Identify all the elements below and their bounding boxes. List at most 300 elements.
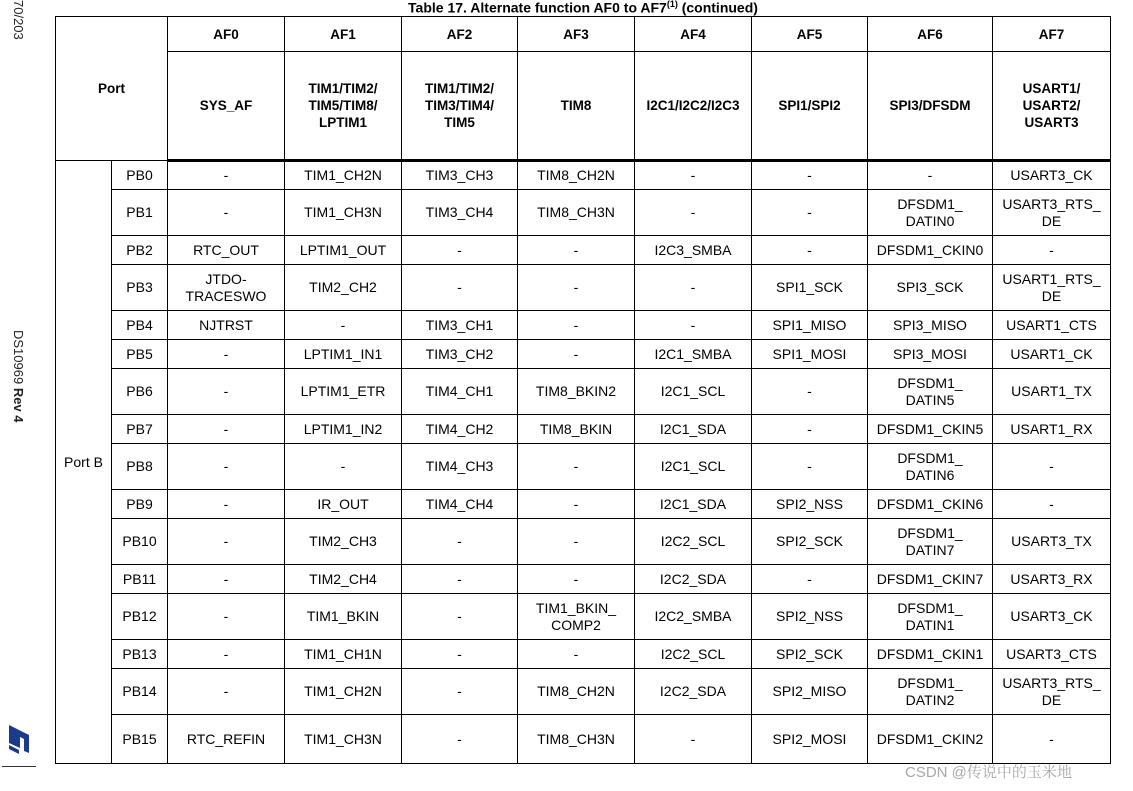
cell-line: TIM1_CH1N <box>304 645 382 662</box>
cell-line: - <box>690 730 696 747</box>
af-cell <box>285 236 402 265</box>
af-cell <box>868 369 993 415</box>
cell-line: - <box>573 533 579 549</box>
af-cell <box>635 236 752 265</box>
cell-line: TIM1/TIM2/ <box>424 81 494 96</box>
svg-text:ST: ST <box>2 712 4 713</box>
af-cell <box>993 490 1111 519</box>
cell-line: TIM8_BKIN <box>539 420 613 437</box>
cell-line: LPTIM1_ETR <box>300 383 386 399</box>
cell-line: USART1_CK <box>1010 345 1093 362</box>
cell-line: - <box>223 570 229 587</box>
af-cell <box>635 669 752 715</box>
cell-line: TIM8 <box>560 98 592 113</box>
af-cell <box>868 265 993 311</box>
pin-cell: PB9 <box>112 490 168 519</box>
cell-line: TIM1_CH2N <box>304 167 382 183</box>
af-cell <box>402 369 518 415</box>
af-header-row <box>56 17 1111 52</box>
cell-line: TIM4_CH3 <box>425 458 494 474</box>
cell-line: USART3_RTS_ <box>1002 195 1101 212</box>
af-cell <box>752 311 868 340</box>
cell-line: I2C1_SDA <box>659 495 727 512</box>
af-cell <box>285 190 402 236</box>
af-cell <box>752 594 868 640</box>
cell-line: TIM1_BKIN_ <box>535 599 617 616</box>
page-reference: 70/203 <box>11 0 26 40</box>
af-cell <box>402 594 518 640</box>
cell-line: DATIN5 <box>905 391 955 408</box>
function-header-row <box>56 52 1111 161</box>
cell-line: USART3_CK <box>1010 608 1093 624</box>
pin-cell: PB14 <box>112 669 168 715</box>
cell-line: - <box>457 533 462 549</box>
af-cell <box>752 415 868 444</box>
cell-line: - <box>457 730 462 747</box>
table-row <box>56 369 1111 415</box>
pin-cell: PB1 <box>112 190 168 236</box>
af-cell <box>285 519 402 565</box>
af-cell <box>752 161 868 190</box>
af-cell <box>168 265 285 311</box>
af-cell <box>402 161 518 190</box>
port-header: Port <box>56 17 168 161</box>
af-cell <box>868 594 993 640</box>
af-cell <box>635 490 752 519</box>
af-cell <box>635 311 752 340</box>
cell-line: - <box>807 167 812 183</box>
cell-line: SPI2_NSS <box>776 608 843 624</box>
cell-line: SPI2_SCK <box>776 533 843 549</box>
cell-line: SPI2_SCK <box>776 645 843 662</box>
af-cell <box>402 236 518 265</box>
function-header <box>168 52 285 161</box>
af-cell <box>868 669 993 715</box>
cell-line: I2C2_SCL <box>660 645 726 662</box>
af-header: AF2 <box>402 17 518 52</box>
cell-line: LPTIM1_IN2 <box>303 420 383 437</box>
cell-line: USART3_TX <box>1011 533 1092 549</box>
af-cell <box>635 594 752 640</box>
af-header: AF4 <box>635 17 752 52</box>
af-cell <box>635 415 752 444</box>
cell-line: - <box>457 683 462 699</box>
table-row <box>56 594 1111 640</box>
cell-line: - <box>457 608 462 624</box>
af-cell <box>402 340 518 369</box>
cell-line: DATIN2 <box>905 691 955 708</box>
af-cell <box>402 640 518 669</box>
af-cell <box>752 265 868 311</box>
pin-cell: PB11 <box>112 565 168 594</box>
af-cell <box>518 311 635 340</box>
af-cell <box>993 369 1111 415</box>
af-cell <box>868 565 993 594</box>
function-header <box>635 52 752 161</box>
pin-cell: PB6 <box>112 369 168 415</box>
cell-line: - <box>340 458 346 474</box>
af-cell <box>285 490 402 519</box>
cell-line: TIM4_CH1 <box>425 383 494 399</box>
af-cell <box>868 311 993 340</box>
function-header <box>752 52 868 161</box>
af-header: AF3 <box>518 17 635 52</box>
cell-line: USART3_RTS_ <box>1002 674 1101 691</box>
cell-line: USART1_RTS_ <box>1002 270 1101 287</box>
af-cell <box>635 190 752 236</box>
cell-line: I2C2_SDA <box>659 570 727 587</box>
af-cell <box>752 444 868 490</box>
port-group-label: Port B <box>56 161 112 764</box>
af-cell <box>168 340 285 369</box>
cell-line: - <box>573 316 579 333</box>
cell-line: TIM2_CH2 <box>309 279 377 295</box>
table-row <box>56 565 1111 594</box>
cell-line: I2C1_SDA <box>659 420 727 437</box>
af-cell <box>518 236 635 265</box>
af-cell <box>402 669 518 715</box>
af-cell <box>752 640 868 669</box>
af-cell <box>518 369 635 415</box>
af-cell <box>168 161 285 190</box>
af-cell <box>518 715 635 764</box>
function-header <box>518 52 635 161</box>
cell-line: SPI2_NSS <box>776 495 843 512</box>
af-cell <box>752 565 868 594</box>
af-cell <box>168 190 285 236</box>
cell-line: TIM4_CH4 <box>425 495 494 512</box>
af-cell <box>168 669 285 715</box>
cell-line: DE <box>1041 212 1062 229</box>
cell-line: - <box>457 241 462 258</box>
af-cell <box>993 640 1111 669</box>
af-cell <box>868 161 993 190</box>
cell-line: - <box>807 420 812 437</box>
cell-line: SPI1_MISO <box>772 316 847 333</box>
cell-line: SPI1/SPI2 <box>778 98 841 113</box>
cell-line: TIM8_CH2N <box>537 683 615 699</box>
af-cell <box>285 594 402 640</box>
cell-line: I2C2_SMBA <box>654 608 732 624</box>
af-cell <box>285 715 402 764</box>
table-row <box>56 490 1111 519</box>
af-cell <box>993 190 1111 236</box>
af-cell <box>402 265 518 311</box>
cell-line: - <box>223 383 229 399</box>
af-cell <box>518 340 635 369</box>
cell-line: USART3 <box>1024 115 1079 130</box>
cell-line: DATIN7 <box>905 541 955 558</box>
cell-line: NJTRST <box>199 316 253 333</box>
cell-line: TIM8_CH3N <box>537 204 615 220</box>
table-caption <box>56 0 1110 14</box>
cell-line: - <box>690 204 696 220</box>
cell-line: - <box>223 167 229 183</box>
af-cell <box>868 444 993 490</box>
cell-line: - <box>223 645 229 662</box>
cell-line: USART3_CK <box>1010 167 1093 183</box>
cell-line: DE <box>1041 691 1062 708</box>
cell-line: - <box>340 316 346 333</box>
af-cell <box>518 565 635 594</box>
cell-line: - <box>1049 495 1054 512</box>
cell-line: - <box>690 279 696 295</box>
af-cell <box>868 340 993 369</box>
cell-line: - <box>223 420 229 437</box>
af-cell <box>518 444 635 490</box>
cell-line: DFSDM1_ <box>897 599 963 616</box>
table-row <box>56 190 1111 236</box>
af-cell <box>285 669 402 715</box>
af-cell <box>635 265 752 311</box>
af-cell <box>168 415 285 444</box>
af-cell <box>868 715 993 764</box>
cell-line: LPTIM1_OUT <box>299 241 387 258</box>
cell-line: RTC_OUT <box>193 241 259 258</box>
af-cell <box>752 715 868 764</box>
af-cell <box>635 565 752 594</box>
table-row <box>56 340 1111 369</box>
af-cell <box>402 565 518 594</box>
cell-line: I2C1_SMBA <box>654 345 732 362</box>
cell-line: DFSDM1_CKIN2 <box>876 730 984 747</box>
cell-line: TIM3_CH2 <box>425 345 494 362</box>
cell-line: USART3_RX <box>1010 570 1093 587</box>
cell-line: DFSDM1_CKIN5 <box>876 420 984 437</box>
cell-line: SYS_AF <box>199 98 253 113</box>
cell-line: - <box>573 345 579 362</box>
cell-line: SPI3_MOSI <box>893 345 967 362</box>
af-cell <box>285 340 402 369</box>
af-cell <box>635 715 752 764</box>
af-cell <box>402 519 518 565</box>
pin-cell: PB3 <box>112 265 168 311</box>
function-header <box>993 52 1111 161</box>
af-cell <box>752 669 868 715</box>
caption-title: Table 17. Alternate function AF0 to AF7 <box>408 0 667 16</box>
cell-line: TIM8_CH2N <box>537 167 615 183</box>
function-header <box>402 52 518 161</box>
af-cell <box>285 565 402 594</box>
cell-line: TIM1_BKIN <box>306 608 380 624</box>
cell-line: - <box>1049 241 1054 258</box>
af-cell <box>402 715 518 764</box>
af-cell <box>993 415 1111 444</box>
cell-line: TIM8_CH3N <box>537 730 615 747</box>
cell-line: DATIN6 <box>905 466 955 483</box>
table-row <box>56 715 1111 764</box>
pin-cell: PB7 <box>112 415 168 444</box>
table-row <box>56 415 1111 444</box>
side-divider <box>2 766 36 767</box>
cell-line: DATIN0 <box>905 212 955 229</box>
af-cell <box>868 519 993 565</box>
cell-line: TIM1_CH2N <box>304 683 382 699</box>
cell-line: TIM8_BKIN2 <box>535 383 617 399</box>
af-cell <box>868 236 993 265</box>
af-cell <box>168 640 285 669</box>
watermark: CSDN @传说中的玉米地 <box>905 764 1072 781</box>
pin-cell: PB12 <box>112 594 168 640</box>
af-cell <box>168 369 285 415</box>
af-cell <box>635 161 752 190</box>
cell-line: TIM1/TIM2/ <box>308 81 378 96</box>
af-cell <box>285 369 402 415</box>
af-cell <box>993 715 1111 764</box>
cell-line: - <box>807 204 812 220</box>
cell-line: USART1/ <box>1022 81 1081 96</box>
cell-line: USART1_RX <box>1010 420 1093 437</box>
cell-line: - <box>223 683 229 699</box>
af-cell <box>518 190 635 236</box>
cell-line: - <box>690 167 696 183</box>
cell-line: USART1_CTS <box>1006 316 1097 333</box>
af-cell <box>168 565 285 594</box>
cell-line: SPI1_MOSI <box>772 345 847 362</box>
pin-cell: PB10 <box>112 519 168 565</box>
caption-footnote-ref: (1) <box>666 0 678 9</box>
cell-line: - <box>223 495 229 512</box>
af-cell <box>868 640 993 669</box>
af-cell <box>168 490 285 519</box>
af-cell <box>993 565 1111 594</box>
pin-cell: PB4 <box>112 311 168 340</box>
af-cell <box>518 415 635 444</box>
af-cell <box>752 236 868 265</box>
af-cell <box>752 519 868 565</box>
af-cell <box>168 594 285 640</box>
cell-line: DFSDM1_ <box>897 449 963 466</box>
cell-line: - <box>807 241 812 258</box>
document-id: DS10969 <box>11 330 26 385</box>
af-cell <box>168 311 285 340</box>
af-cell <box>993 669 1111 715</box>
af-cell <box>402 190 518 236</box>
af-cell <box>518 640 635 669</box>
cell-line: SPI3/DFSDM <box>889 98 971 113</box>
af-cell <box>402 311 518 340</box>
cell-line: USART3_CTS <box>1006 645 1097 662</box>
pin-cell: PB8 <box>112 444 168 490</box>
af-cell <box>518 490 635 519</box>
table-row <box>56 669 1111 715</box>
af-cell <box>285 444 402 490</box>
af-cell <box>993 236 1111 265</box>
af-cell <box>518 519 635 565</box>
af-cell <box>168 519 285 565</box>
af-cell <box>402 415 518 444</box>
cell-line: - <box>573 458 579 474</box>
cell-line: TIM1_CH3N <box>304 730 382 747</box>
cell-line: - <box>223 458 229 474</box>
af-cell <box>285 311 402 340</box>
function-header <box>285 52 402 161</box>
af-cell <box>868 190 993 236</box>
pin-cell: PB0 <box>112 161 168 190</box>
cell-line: DFSDM1_CKIN6 <box>876 495 984 512</box>
af-cell <box>868 415 993 444</box>
cell-line: DFSDM1_CKIN7 <box>876 570 984 587</box>
cell-line: - <box>807 458 812 474</box>
cell-line: DFSDM1_ <box>897 374 963 391</box>
af-cell <box>993 594 1111 640</box>
caption-suffix: (continued) <box>677 0 758 16</box>
af-cell <box>168 444 285 490</box>
cell-line: LPTIM1 <box>318 115 367 130</box>
cell-line: SPI3_MISO <box>893 316 967 333</box>
af-cell <box>285 640 402 669</box>
af-cell <box>168 715 285 764</box>
cell-line: - <box>457 279 462 295</box>
cell-line: - <box>223 204 229 220</box>
af-cell <box>752 490 868 519</box>
cell-line: - <box>690 316 696 333</box>
cell-line: DFSDM1_CKIN0 <box>876 241 984 258</box>
cell-line: - <box>223 533 229 549</box>
cell-line: DE <box>1041 287 1062 304</box>
alternate-function-table <box>55 16 1111 764</box>
af-cell <box>402 490 518 519</box>
af-cell <box>993 340 1111 369</box>
cell-line: USART1_TX <box>1011 383 1092 399</box>
af-cell <box>993 519 1111 565</box>
af-cell <box>635 340 752 369</box>
cell-line: - <box>223 608 229 624</box>
cell-line: TIM2_CH3 <box>309 533 377 549</box>
table-row <box>56 640 1111 669</box>
cell-line: I2C1_SCL <box>660 383 726 399</box>
af-header: AF5 <box>752 17 868 52</box>
cell-line: TIM3/TIM4/ <box>424 98 494 113</box>
af-cell <box>168 236 285 265</box>
table-row <box>56 519 1111 565</box>
table-row <box>56 265 1111 311</box>
af-cell <box>635 519 752 565</box>
pin-cell: PB2 <box>112 236 168 265</box>
document-revision <box>2 330 26 450</box>
cell-line: DATIN1 <box>905 616 955 633</box>
af-cell <box>752 369 868 415</box>
table-row <box>56 311 1111 340</box>
cell-line: DFSDM1_CKIN1 <box>876 645 984 662</box>
af-cell <box>752 340 868 369</box>
cell-line: - <box>1049 458 1054 474</box>
st-logo-icon <box>2 712 36 764</box>
cell-line: SPI3_SCK <box>896 279 964 295</box>
cell-line: TRACESWO <box>185 287 267 304</box>
cell-line: I2C2_SDA <box>659 683 727 699</box>
af-cell <box>752 190 868 236</box>
cell-line: TIM1_CH3N <box>304 204 382 220</box>
cell-line: - <box>573 279 579 295</box>
cell-line: SPI2_MOSI <box>772 730 847 747</box>
cell-line: DFSDM1_ <box>897 524 963 541</box>
af-cell <box>993 311 1111 340</box>
function-header <box>868 52 993 161</box>
cell-line: I2C2_SCL <box>660 533 726 549</box>
af-cell <box>635 369 752 415</box>
cell-line: RTC_REFIN <box>186 730 266 747</box>
pin-cell: PB15 <box>112 715 168 764</box>
cell-line: I2C1_SCL <box>660 458 726 474</box>
cell-line: I2C1/I2C2/I2C3 <box>646 98 740 113</box>
af-cell <box>518 594 635 640</box>
cell-line: I2C3_SMBA <box>654 241 732 258</box>
af-cell <box>993 265 1111 311</box>
af-cell <box>993 444 1111 490</box>
af-cell <box>635 444 752 490</box>
cell-line: IR_OUT <box>317 495 369 512</box>
